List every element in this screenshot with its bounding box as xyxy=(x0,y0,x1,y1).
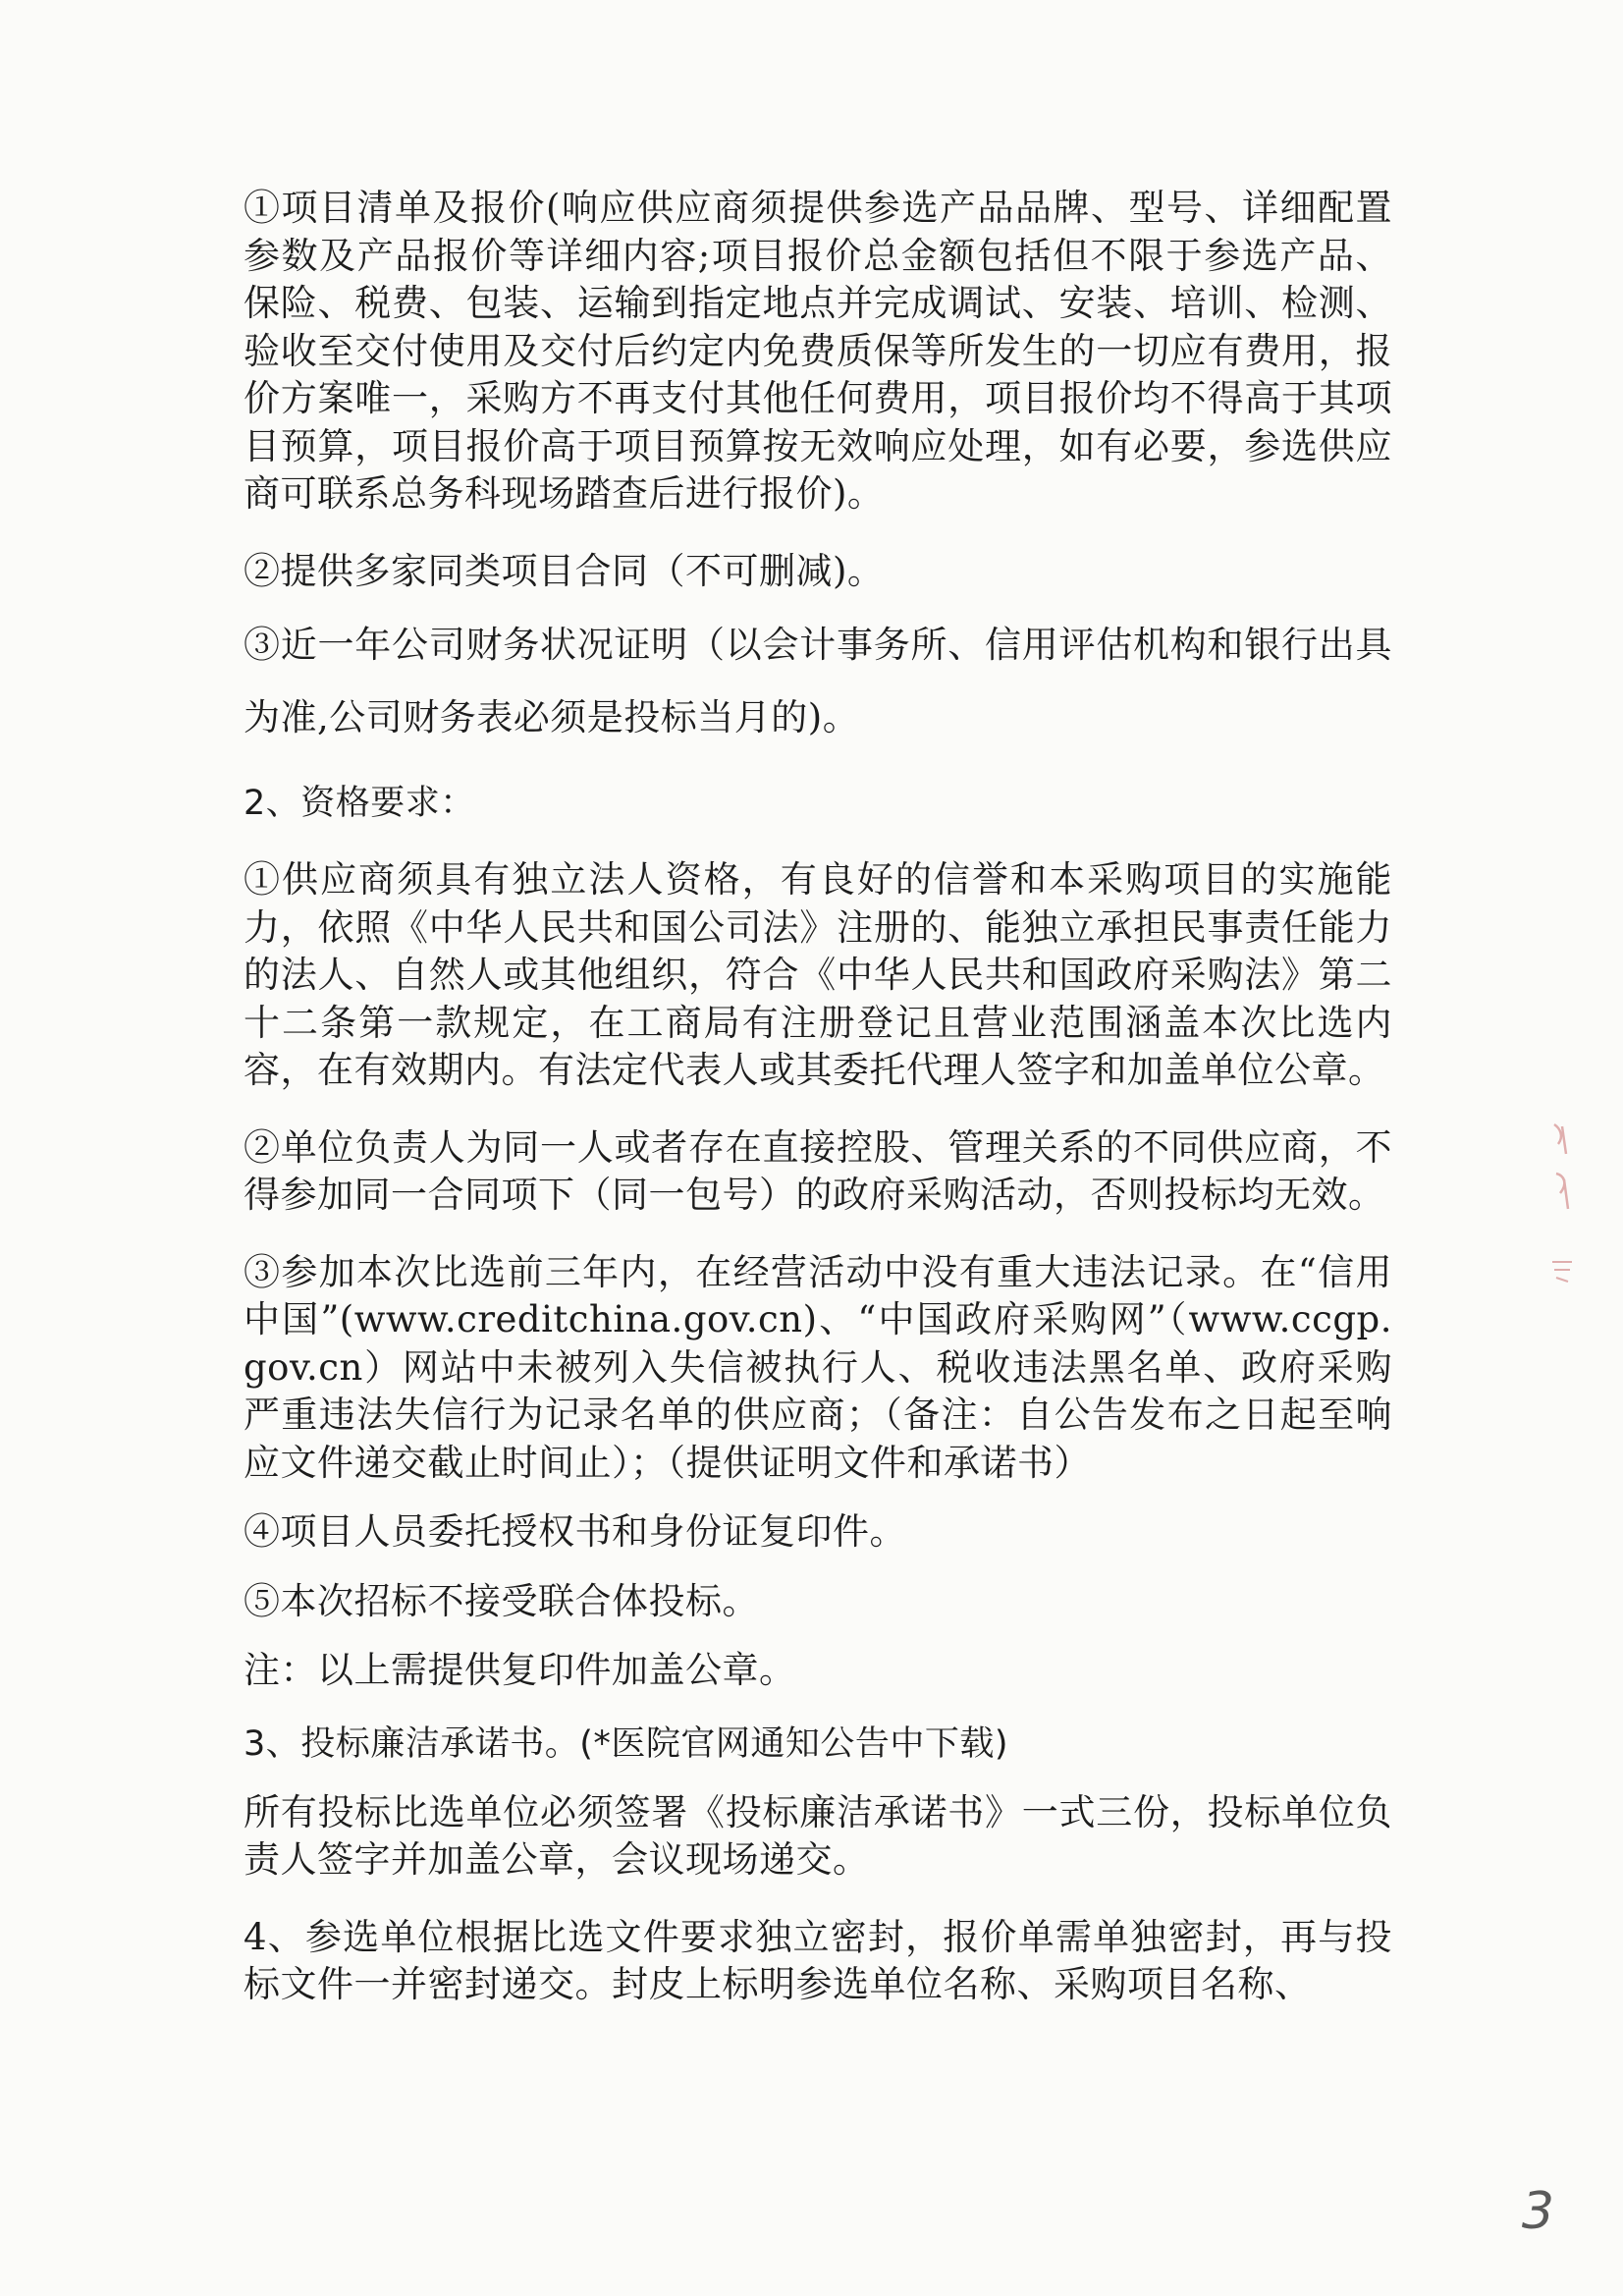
seal-fragment-mark xyxy=(1542,1115,1582,1301)
section-2-heading: 2、资格要求： xyxy=(243,784,475,823)
section-3-heading: 3、投标廉洁承诺书。(*医院官网通知公告中下载) xyxy=(243,1723,1009,1764)
document-body xyxy=(243,185,1392,2009)
item-2-2-related-suppliers: ②单位负责人为同一人或者存在直接控股、管理关系的不同供应商，不得参加同一合同项下（同一包号）的政府采购活动，否则投标均无效。 xyxy=(243,1125,1392,1216)
item-2-4-authorization: ④项目人员委托授权书和身份证复印件。 xyxy=(243,1510,906,1553)
item-2-1-legal-entity: ①供应商须具有独立法人资格，有良好的信誉和本采购项目的实施能力，依照《中华人民共和国公司法》注册的、能独立承担民事责任能力的法人、自然人或其他组织，符合《中华人民共和国政府采购法》第二十二条第一款规定，在工商局有注册登记且营业范围涵盖本次比选内容，在有效期内。有法定代表人或其委托代理人签字和加盖单位公章。 xyxy=(243,858,1392,1091)
item-1-2-contracts: ②提供多家同类项目合同（不可删减)。 xyxy=(243,549,885,592)
section-4-body: 4、参选单位根据比选文件要求独立密封，报价单需单独密封，再与投标文件一并密封递交。封皮上标明参选单位名称、采购项目名称、 xyxy=(243,1915,1392,2005)
item-1-1-quotation: ①项目清单及报价(响应供应商须提供参选产品品牌、型号、详细配置参数及产品报价等详细内容;项目报价总金额包括但不限于参选产品、保险、税费、包装、运输到指定地点并完成调试、安装、培训、检测、验收至交付使用及交付后约定内免费质保等所发生的一切应有费用，报价方案唯一，采购方不再支付其他任何费用，项目报价均不得高于其项目预算，项目报价高于项目预算按无效响应处理，如有必要，参选供应商可联系总务科现场踏查后进行报价)。 xyxy=(243,187,1392,515)
page-number: 3 xyxy=(1521,2182,1554,2241)
item-1-3-financial-proof: ③近一年公司财务状况证明（以会计事务所、信用评估机构和银行出具为准,公司财务表必须是投标当月的)。 xyxy=(243,624,1392,738)
item-2-3-no-violations: ③参加本次比选前三年内，在经营活动中没有重大违法记录。在“信用中国”(www.creditchina.gov.cn)、“中国政府采购网”（www.ccgp.gov.cn）网站中未被列入失信被执行人、税收违法黑名单、政府采购严重违法失信行为记录名单的供应商；（备注：自公告发布之日起至响应文件递交截止时间止）；（提供证明文件和承诺书） xyxy=(243,1250,1392,1484)
note-copies-sealed: 注：以上需提供复印件加盖公章。 xyxy=(243,1649,796,1691)
item-2-5-no-consortium: ⑤本次招标不接受联合体投标。 xyxy=(243,1579,759,1622)
section-3-body: 所有投标比选单位必须签署《投标廉洁承诺书》一式三份，投标单位负责人签字并加盖公章，会议现场递交。 xyxy=(243,1790,1392,1881)
